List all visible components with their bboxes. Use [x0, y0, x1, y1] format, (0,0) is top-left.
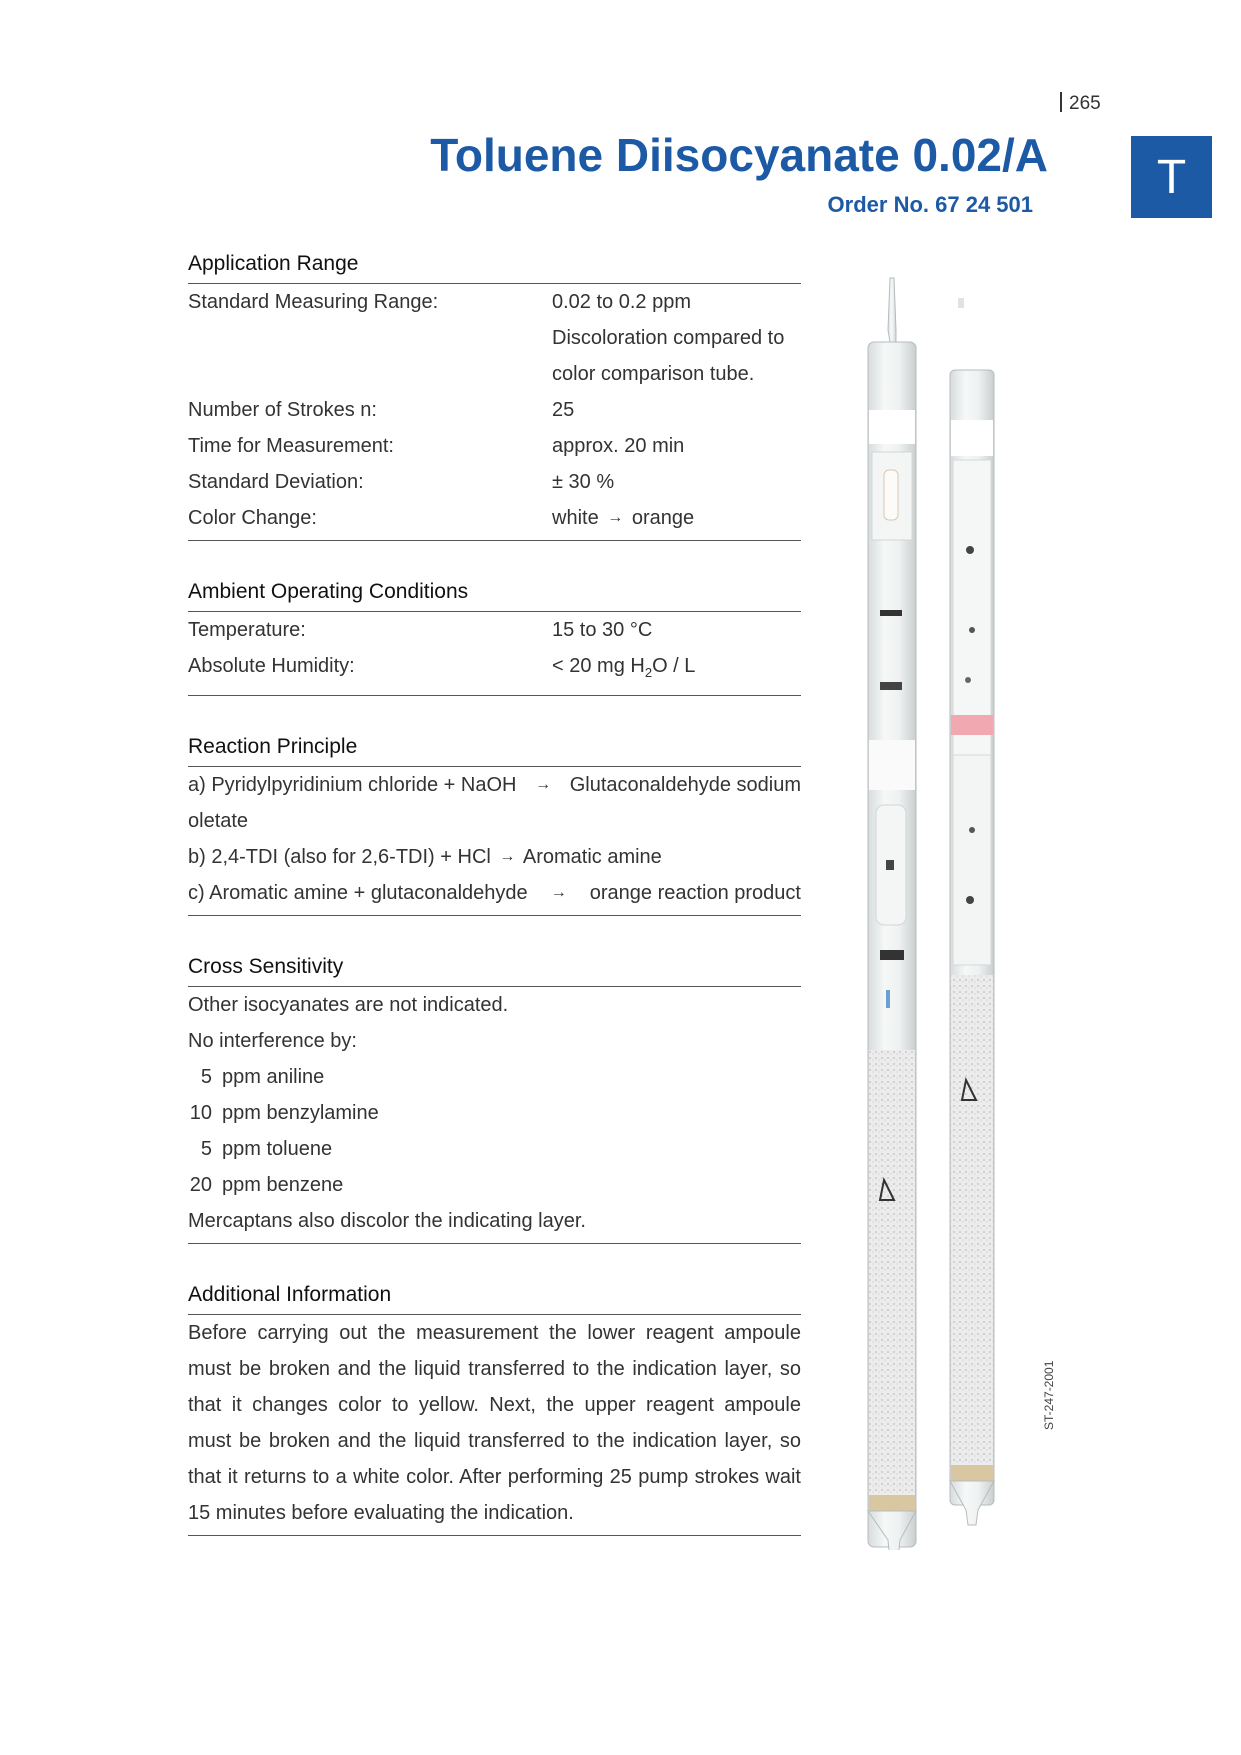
reaction-principle-body: [188, 767, 801, 916]
ambient-conditions-body: [188, 612, 801, 696]
left-tube: [868, 278, 916, 1550]
additional-information-body: [188, 1315, 801, 1536]
table-row: Time for Measurement: approx. 20 min: [188, 435, 685, 457]
right-tube: [950, 298, 994, 1525]
arrow-icon: →: [607, 509, 624, 526]
list-item: 20 ppm benzene: [189, 1174, 344, 1196]
page-title: Toluene Diisocyanate 0.02/A: [430, 129, 1048, 181]
section-heading: Cross Sensitivity: [188, 951, 801, 987]
list-item: 5 ppm toluene: [200, 1138, 333, 1160]
paragraph: Before carrying out the measurement the lower reagent ampoule must be broken and the liquid transferred to the indication layer, so that it changes color to yellow. Next, the upper reagent ampoule must be broken and the liquid transferred to the indication layer, so that it returns to a white color. After performing 25 pump strokes wait 15 minutes before evaluating the indication.: [188, 1322, 801, 1524]
additional-information-section: [188, 1279, 801, 1536]
section-heading: Application Range: [188, 248, 801, 284]
cross-sensitivity-body: [188, 987, 801, 1244]
arrow-icon: →: [499, 848, 516, 865]
table-row: color comparison tube.: [552, 363, 755, 385]
arrow-icon: →: [550, 884, 567, 901]
section-heading: Additional Information: [188, 1279, 801, 1315]
arrow-icon: →: [535, 776, 552, 793]
section-heading: Reaction Principle: [188, 731, 801, 767]
content: [188, 248, 801, 1571]
table-row: Standard Measuring Range: 0.02 to 0.2 ppm: [188, 291, 691, 313]
reaction-line: oletate: [188, 810, 249, 832]
text-line: Other isocyanates are not indicated.: [188, 994, 509, 1016]
reaction-line: a) Pyridylpyridinium chloride + NaOH → Glutaconaldehyde sodium: [188, 767, 801, 803]
ambient-conditions-section: [188, 576, 801, 696]
section-heading: Ambient Operating Conditions: [188, 576, 801, 612]
section-tab-letter: T: [1131, 136, 1212, 218]
table-row: Temperature: 15 to 30 °C: [188, 619, 653, 641]
reaction-line: c) Aromatic amine + glutaconaldehyde → orange reaction product: [188, 875, 801, 911]
detector-tubes-image: [850, 270, 1030, 1550]
application-range-body: [188, 284, 801, 541]
table-row: Color Change: white → orange: [188, 507, 695, 529]
list-item: 5 ppm aniline: [200, 1066, 325, 1088]
cross-sensitivity-section: [188, 951, 801, 1244]
reaction-principle-section: [188, 731, 801, 916]
table-row: Number of Strokes n: 25: [188, 399, 575, 421]
text-line: No interference by:: [188, 1030, 357, 1052]
application-range-section: [188, 248, 801, 541]
table-row: Standard Deviation: ± 30 %: [188, 471, 615, 493]
page-number: 265: [1060, 92, 1101, 115]
reaction-line: b) 2,4-TDI (also for 2,6-TDI) + HCl → Aromatic amine: [188, 846, 662, 868]
table-row: Discoloration compared to: [552, 327, 785, 349]
table-row: Absolute Humidity: < 20 mg $H_2O$ / L: [188, 655, 696, 680]
text-line: Mercaptans also discolor the indicating layer.: [188, 1210, 586, 1232]
image-caption: ST-247-2001: [1042, 1360, 1056, 1430]
order-number: Order No. 67 24 501: [827, 192, 1033, 217]
list-item: 10 ppm benzylamine: [189, 1102, 379, 1124]
